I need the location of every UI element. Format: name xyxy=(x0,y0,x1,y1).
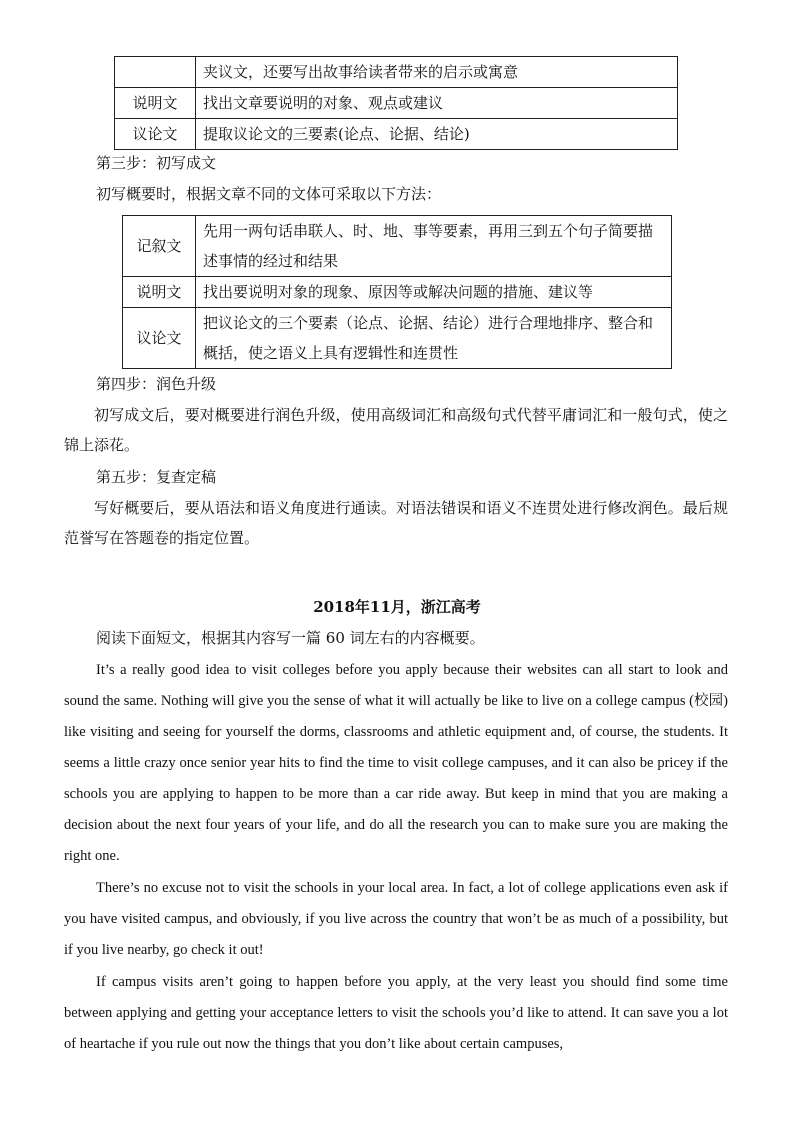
genre-table-2 xyxy=(122,215,672,369)
table-cell-label: 记叙文 xyxy=(123,216,196,277)
step5-body: 写好概要后，要从语法和语义角度进行通读。对语法错误和语义不连贯处进行修改润色。最后规范誉写在答题卷的指定位置。 xyxy=(64,499,728,547)
table-cell-label: 说明文 xyxy=(115,88,196,119)
table-cell-text: 把议论文的三个要素（论点、论据、结论）进行合理地排序、整合和概括，使之语义上具有逻辑性和连贯性 xyxy=(196,308,672,369)
step3-heading: 第三步：初写成文 xyxy=(96,154,217,172)
table-cell-text: 找出文章要说明的对象、观点或建议 xyxy=(196,88,678,119)
step5-heading: 第五步：复查定稿 xyxy=(96,468,217,486)
step3-intro: 初写概要时，根据文章不同的文体可采取以下方法： xyxy=(96,185,442,203)
table-row xyxy=(123,308,672,369)
table-row xyxy=(115,88,678,119)
genre-table-1 xyxy=(114,56,678,150)
table-row xyxy=(115,119,678,150)
table-cell-label: 议论文 xyxy=(123,308,196,369)
passage-paragraph-3: If campus visits aren’t going to happen before you apply, at the very least you should find some time between applying and getting your acceptance letters to visit the schools you’d like to attend. It can save you a lot of heartache if you rule out now the things that you don’t like about certain campuses, xyxy=(64,974,728,1052)
table-cell-text: 夹议文，还要写出故事给读者带来的启示或寓意 xyxy=(196,57,678,88)
table-cell-text: 提取议论文的三要素(论点、论据、结论) xyxy=(196,119,678,150)
table-row xyxy=(115,57,678,88)
table-cell-text: 找出要说明对象的现象、原因等或解决问题的措施、建议等 xyxy=(196,277,672,308)
table-cell-text: 先用一两句话串联人、时、地、事等要素，再用三到五个句子简要描述事情的经过和结果 xyxy=(196,216,672,277)
step4-heading: 第四步：润色升级 xyxy=(96,375,217,393)
table-row xyxy=(123,216,672,277)
passage-paragraph-2: There’s no excuse not to visit the schools in your local area. In fact, a lot of college applications even ask if you have visited campus, and obviously, if you live across the country that won’t be as much of a possibility, but if you live nearby, go check it out! xyxy=(64,880,728,958)
exam-instruction: 阅读下面短文，根据其内容写一篇 60 词左右的内容概要。 xyxy=(96,629,485,647)
table-cell-label xyxy=(115,57,196,88)
table-cell-label: 议论文 xyxy=(115,119,196,150)
table-row xyxy=(123,277,672,308)
passage-paragraph-1: It’s a really good idea to visit colleges before you apply because their websites can all start to look and sound the same. Nothing will give you the sense of what it will actually be like to live on a college campus (校园) like visiting and seeing for yourself the dorms, classrooms and athletic equipment and, of course, the students. It seems a little crazy once senior year hits to find the time to visit college campuses, and it can also be pricey if the schools you are applying to happen to be more than a car ride away. But keep in mind that you are making a decision about the next four years of your life, and do all the research you can to make sure you are making the right one. xyxy=(64,662,728,864)
step4-body: 初写成文后，要对概要进行润色升级，使用高级词汇和高级句式代替平庸词汇和一般句式，使之锦上添花。 xyxy=(64,406,728,454)
exam-title: 2018年11月，浙江高考 xyxy=(313,598,481,616)
table-cell-label: 说明文 xyxy=(123,277,196,308)
